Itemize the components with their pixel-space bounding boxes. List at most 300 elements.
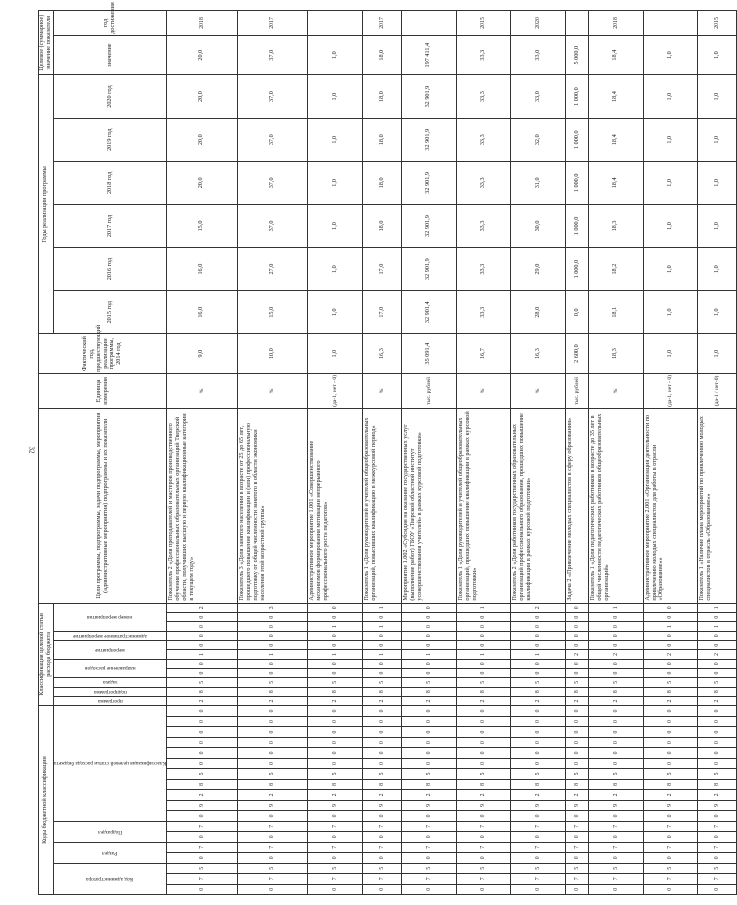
subprogram-code-header: подпрограмма [53,687,166,696]
budget-code-cell: 5 [363,863,402,873]
year-2019-header: 2019 год [53,118,166,161]
year-value: 32 901,4 [401,291,456,334]
budget-code-cell: 5 [401,863,456,873]
base-year-value: 18,3 [588,334,643,374]
target-value: 37,0 [237,35,308,75]
classification-digit: 0 [308,603,363,612]
year-value: 20,0 [167,161,238,204]
classification-digit: 2 [401,696,456,705]
table-row [643,11,698,895]
budget-code-cell: 0 [167,716,238,726]
base-year-value: 16,7 [456,334,511,374]
unit-cell: % [237,373,308,408]
budget-code-cell: 0 [237,758,308,768]
budget-code-cell: 5 [167,863,238,873]
classification-digit: 0 [643,631,698,640]
budget-code-cell: 8 [363,779,402,789]
classification-digit: 0 [308,613,363,622]
year-value: 33,0 [511,75,566,118]
budget-code-cell: 0 [566,758,589,768]
years-header: Годы реализации программы [39,75,54,334]
budget-code-cell: 0 [167,706,238,717]
classification-digit: 0 [363,640,402,649]
budget-code-cell: 0 [401,706,456,717]
classification-digit: 0 [643,613,698,622]
budget-code-cell: 0 [363,737,402,747]
budget-code-cell: 7 [401,821,456,831]
year-value: 37,0 [237,204,308,247]
target-value: 5 000,0 [566,35,589,75]
year-value: 28,0 [511,291,566,334]
budget-code-cell: 0 [363,706,402,717]
classification-digit: 0 [698,631,737,640]
csr-header: Классификация целевой статьи расхода бюджета [53,706,166,821]
target-value: 1,0 [308,35,363,75]
budget-code-cell: 7 [566,874,589,884]
classification-digit: 8 [237,687,308,696]
year-value: 1,0 [643,161,698,204]
year-value: 18,1 [588,291,643,334]
budget-code-cell: 2 [308,790,363,800]
target-year: 2015 [698,11,737,36]
budget-code-cell: 0 [308,748,363,758]
budget-code-cell: 8 [308,779,363,789]
page-number: 32 [27,446,36,454]
budget-code-cell: 0 [167,748,238,758]
budget-code-cell: 5 [237,769,308,779]
classification-digit: 0 [308,640,363,649]
classification-digit: 2 [643,650,698,659]
year-value: 30,0 [511,204,566,247]
budget-code-cell: 0 [363,727,402,737]
target-value: 18,0 [363,35,402,75]
year-value: 1,0 [643,291,698,334]
year-value: 1 000,0 [566,204,589,247]
classification-digit: 1 [456,650,511,659]
classification-digit: 5 [456,678,511,687]
budget-code-cell: 0 [588,706,643,717]
budget-code-cell: 0 [566,706,589,717]
podrazdel-header: Подраздел [53,821,166,842]
budget-code-cell: 7 [363,842,402,852]
budget-code-cell: 0 [308,853,363,863]
budget-code-cell: 5 [566,769,589,779]
year-value: 33,3 [456,204,511,247]
budget-code-cell: 2 [237,790,308,800]
budget-code-cell: 7 [643,821,698,831]
budget-code-cell: 0 [588,727,643,737]
budget-code-cell: 0 [401,811,456,821]
classification-digit: 1 [588,603,643,612]
year-value: 32,0 [511,118,566,161]
classification-digit: 0 [566,668,589,677]
budget-code-cell: 8 [237,779,308,789]
table-row [566,11,589,895]
year-value: 37,0 [237,161,308,204]
budget-code-cell: 5 [456,863,511,873]
budget-code-cell: 8 [588,779,643,789]
budget-code-cell: 0 [167,758,238,768]
classification-digit: 8 [566,687,589,696]
classification-digit: 0 [566,631,589,640]
budget-code-cell: 0 [363,716,402,726]
table-row [401,11,456,895]
budget-code-cell: 0 [566,884,589,894]
year-value: 37,0 [237,118,308,161]
budget-code-cell: 0 [566,832,589,842]
budget-code-cell: 2 [588,790,643,800]
year-value: 18,4 [588,118,643,161]
budget-code-cell: 8 [456,779,511,789]
budget-code-cell: 0 [363,853,402,863]
budget-code-cell: 7 [566,821,589,831]
budget-code-cell: 0 [363,811,402,821]
budget-code-cell: 5 [566,863,589,873]
budget-code-cell: 8 [167,779,238,789]
budget-code-cell: 9 [308,800,363,810]
year-value: 15,0 [167,204,238,247]
year-2017-header: 2017 год [53,204,166,247]
budget-code-cell: 0 [588,811,643,821]
indicator-name: Показатель 1 «Наличие плана мероприятий по привлечению молодых специалистов в отрасль «Образование»» [698,408,737,603]
budget-code-cell: 0 [643,853,698,863]
classification-digit: 0 [401,640,456,649]
classification-digit: 0 [167,622,238,631]
budget-codes-header: Коды бюджетной классификации [39,706,54,895]
budget-code-cell: 0 [698,737,737,747]
task-code-header: задача [53,678,166,687]
budget-code-cell: 0 [643,758,698,768]
budget-code-cell: 5 [308,863,363,873]
classification-digit: 0 [511,659,566,668]
budget-code-cell: 2 [401,790,456,800]
year-value: 17,0 [363,248,402,291]
budget-code-cell: 8 [566,779,589,789]
classification-digit: 2 [167,603,238,612]
budget-code-cell: 5 [237,863,308,873]
year-value: 33,3 [456,75,511,118]
year-value: 1,0 [698,248,737,291]
classification-digit: 0 [643,668,698,677]
budget-code-cell: 7 [401,874,456,884]
year-value: 27,0 [237,248,308,291]
year-value: 1,0 [643,248,698,291]
year-value: 20,0 [167,75,238,118]
year-value: 33,3 [456,248,511,291]
target-value: 1,0 [643,35,698,75]
classification-digit: 2 [643,696,698,705]
budget-code-cell: 7 [237,821,308,831]
classification-digit: 5 [698,678,737,687]
program-table-sheet [38,2,721,895]
target-value: 20,0 [167,35,238,75]
year-value: 33,3 [456,291,511,334]
budget-code-cell: 0 [363,884,402,894]
budget-code-cell: 0 [167,811,238,821]
budget-code-cell: 5 [643,769,698,779]
year-value: 18,4 [588,75,643,118]
table-row [237,11,308,895]
budget-code-cell: 0 [511,748,566,758]
classification-digit: 2 [566,650,589,659]
year-value: 16,0 [167,248,238,291]
classification-digit: 0 [698,613,737,622]
budget-code-cell: 0 [643,706,698,717]
budget-code-cell: 7 [308,821,363,831]
classification-digit: 0 [588,613,643,622]
budget-code-cell: 0 [237,811,308,821]
target-year: 2018 [588,11,643,36]
base-year-value: 2 600,0 [566,334,589,374]
budget-code-cell: 5 [511,769,566,779]
budget-code-cell: 0 [308,832,363,842]
classification-digit: 0 [456,640,511,649]
classification-digit: 8 [167,687,238,696]
classification-digit: 0 [308,659,363,668]
classification-digit: 1 [237,650,308,659]
classification-digit: 0 [401,613,456,622]
budget-code-cell: 0 [511,737,566,747]
budget-code-cell: 0 [566,748,589,758]
classification-digit: 1 [643,622,698,631]
target-value: 197 411,4 [401,35,456,75]
unit-cell: % [167,373,238,408]
budget-code-cell: 7 [698,821,737,831]
budget-code-cell: 5 [401,769,456,779]
classification-digit: 2 [167,696,238,705]
year-value: 32 901,9 [401,118,456,161]
year-value: 1,0 [698,291,737,334]
classification-digit: 0 [167,659,238,668]
classification-digit: 2 [237,696,308,705]
unit-cell: (да-1 / нет-0) [698,373,737,408]
year-value: 32 901,9 [401,75,456,118]
budget-code-cell: 7 [643,842,698,852]
budget-code-cell: 7 [363,874,402,884]
base-year-value: 35 091,4 [401,334,456,374]
budget-code-cell: 5 [167,769,238,779]
classification-digit: 1 [698,622,737,631]
classification-digit: 3 [237,603,308,612]
year-value: 17,0 [363,291,402,334]
budget-code-cell: 7 [511,874,566,884]
base-year-value: 16,3 [363,334,402,374]
classification-digit: 0 [511,613,566,622]
adm-measure-code-header: административное мероприятие [53,631,166,640]
target-year: 2017 [363,11,402,36]
year-value: 1,0 [308,161,363,204]
target-year: 2018 [167,11,238,36]
budget-code-cell: 0 [167,832,238,842]
classification-digit: 0 [363,668,402,677]
budget-code-cell: 2 [566,790,589,800]
classification-digit: 0 [167,613,238,622]
budget-code-cell: 7 [588,821,643,831]
year-value: 18,0 [363,204,402,247]
budget-code-cell: 9 [167,800,238,810]
budget-code-cell: 0 [167,853,238,863]
budget-code-cell: 0 [363,748,402,758]
year-value: 1,0 [308,291,363,334]
classification-digit: 0 [566,640,589,649]
budget-code-cell: 0 [401,758,456,768]
table-row [167,11,238,895]
indicator-name: Административное мероприятие 1.001 «Совершенствование механизмов формирования мотивации непрерывного профессионального роста педагогов» [308,408,363,603]
budget-code-cell: 0 [308,706,363,717]
classification-digit: 0 [401,668,456,677]
year-value: 18,0 [363,118,402,161]
classification-digit: 0 [566,613,589,622]
year-value: 1,0 [308,118,363,161]
budget-code-cell: 9 [643,800,698,810]
budget-code-cell: 0 [511,853,566,863]
classification-digit: 8 [643,687,698,696]
classification-digit: 0 [401,631,456,640]
budget-code-cell: 0 [643,737,698,747]
table-row [511,11,566,895]
classification-digit: 0 [167,668,238,677]
budget-code-cell: 7 [308,842,363,852]
budget-code-cell: 8 [511,779,566,789]
budget-code-cell: 0 [511,832,566,842]
classification-digit: 2 [511,603,566,612]
budget-code-cell: 0 [643,811,698,821]
classification-digit: 5 [588,678,643,687]
year-value: 18,3 [588,204,643,247]
classification-digit: 0 [588,622,643,631]
classification-digit: 0 [456,613,511,622]
year-value: 33,3 [456,118,511,161]
indicator-name: Показатель 1 «Доля руководителей и учителей общеобразовательных организаций, прошедших повышение квалификации в рамках курсовой подготовки» [456,408,511,603]
classification-digit: 0 [566,603,589,612]
budget-code-cell: 8 [698,779,737,789]
indicator-name: Показатель 1 «Доля руководителей и учителей общеобразовательных организаций, повысивших квалификацию в межкурсовой период» [363,408,402,603]
budget-code-cell: 0 [308,737,363,747]
budget-code-cell: 0 [363,758,402,768]
target-year: 2015 [456,11,511,36]
target-value: 1,0 [698,35,737,75]
budget-code-cell: 7 [643,874,698,884]
budget-code-cell: 8 [401,779,456,789]
classification-digit: 0 [308,631,363,640]
classification-digit: 2 [363,696,402,705]
target-value: 33,0 [511,35,566,75]
classification-digit: 0 [308,668,363,677]
budget-code-cell: 0 [456,737,511,747]
classification-digit: 8 [401,687,456,696]
classification-digit: 8 [363,687,402,696]
classification-digit: 0 [167,631,238,640]
classification-digit: 0 [237,631,308,640]
year-value: 1 000,0 [566,161,589,204]
razdel-header: Раздел [53,842,166,863]
budget-code-cell: 0 [643,716,698,726]
budget-code-cell: 5 [643,863,698,873]
budget-code-cell: 0 [167,884,238,894]
budget-code-cell: 9 [588,800,643,810]
classification-digit: 0 [643,659,698,668]
budget-code-cell: 0 [456,884,511,894]
unit-cell: % [363,373,402,408]
budget-code-cell: 0 [456,727,511,737]
budget-code-cell: 0 [237,884,308,894]
budget-code-cell: 2 [698,790,737,800]
budget-code-cell: 9 [363,800,402,810]
budget-code-cell: 9 [511,800,566,810]
measure-code-header: мероприятие [53,640,166,659]
budget-code-cell: 0 [698,884,737,894]
program-indicators-table [38,2,737,895]
budget-code-cell: 0 [456,811,511,821]
budget-code-cell: 0 [237,716,308,726]
classification-digit: 1 [363,622,402,631]
budget-code-cell: 7 [698,874,737,884]
budget-code-cell: 0 [167,727,238,737]
classification-digit: 0 [456,659,511,668]
target-year [308,11,363,36]
budget-code-cell: 2 [167,790,238,800]
unit-cell: (да-1, нет - 0) [643,373,698,408]
budget-code-cell: 9 [566,800,589,810]
classification-digit: 0 [363,659,402,668]
direction-code-header: направление расходов [53,659,166,678]
year-value: 18,0 [363,161,402,204]
year-value: 32 901,9 [401,248,456,291]
budget-code-cell: 0 [588,853,643,863]
year-value: 1 000,0 [566,248,589,291]
year-value: 33,3 [456,161,511,204]
unit-cell: тыс. рублей [566,373,589,408]
classification-digit: 8 [698,687,737,696]
budget-code-cell: 0 [308,811,363,821]
budget-code-cell: 7 [237,874,308,884]
unit-cell: % [588,373,643,408]
budget-code-cell: 0 [237,748,308,758]
budget-code-cell: 0 [401,737,456,747]
indicator-name: Показатель 2 «Доля работников государственных образовательных организаций профессионального образования, прошедших повышение квалификации в рамках курсовой подготовки» [511,408,566,603]
budget-code-cell: 0 [167,737,238,747]
budget-code-cell: 0 [698,706,737,717]
classification-digit: 0 [363,613,402,622]
classification-digit: 2 [511,696,566,705]
classification-digit: 5 [643,678,698,687]
classification-digit: 1 [363,603,402,612]
classification-digit: 0 [363,631,402,640]
year-value: 1,0 [308,248,363,291]
classification-digit: 1 [363,650,402,659]
budget-code-cell: 0 [237,737,308,747]
budget-code-cell: 7 [456,874,511,884]
budget-code-cell: 0 [566,727,589,737]
classification-digit: 0 [511,668,566,677]
budget-code-cell: 0 [588,758,643,768]
classification-digit: 0 [643,640,698,649]
year-value: 32 901,9 [401,204,456,247]
classification-digit: 0 [237,668,308,677]
classification-digit: 5 [511,678,566,687]
budget-code-cell: 7 [456,842,511,852]
base-year-header: Фактический год, предшествующий реализации программы, 2014 год [39,334,167,374]
unit-header: Единица измерения [39,373,167,408]
budget-code-cell: 5 [588,769,643,779]
budget-code-cell: 5 [698,863,737,873]
classification-digit: 8 [308,687,363,696]
classification-digit: 5 [167,678,238,687]
classification-digit: 8 [588,687,643,696]
classification-digit: 2 [588,650,643,659]
budget-code-cell: 7 [167,821,238,831]
budget-code-cell: 0 [401,748,456,758]
